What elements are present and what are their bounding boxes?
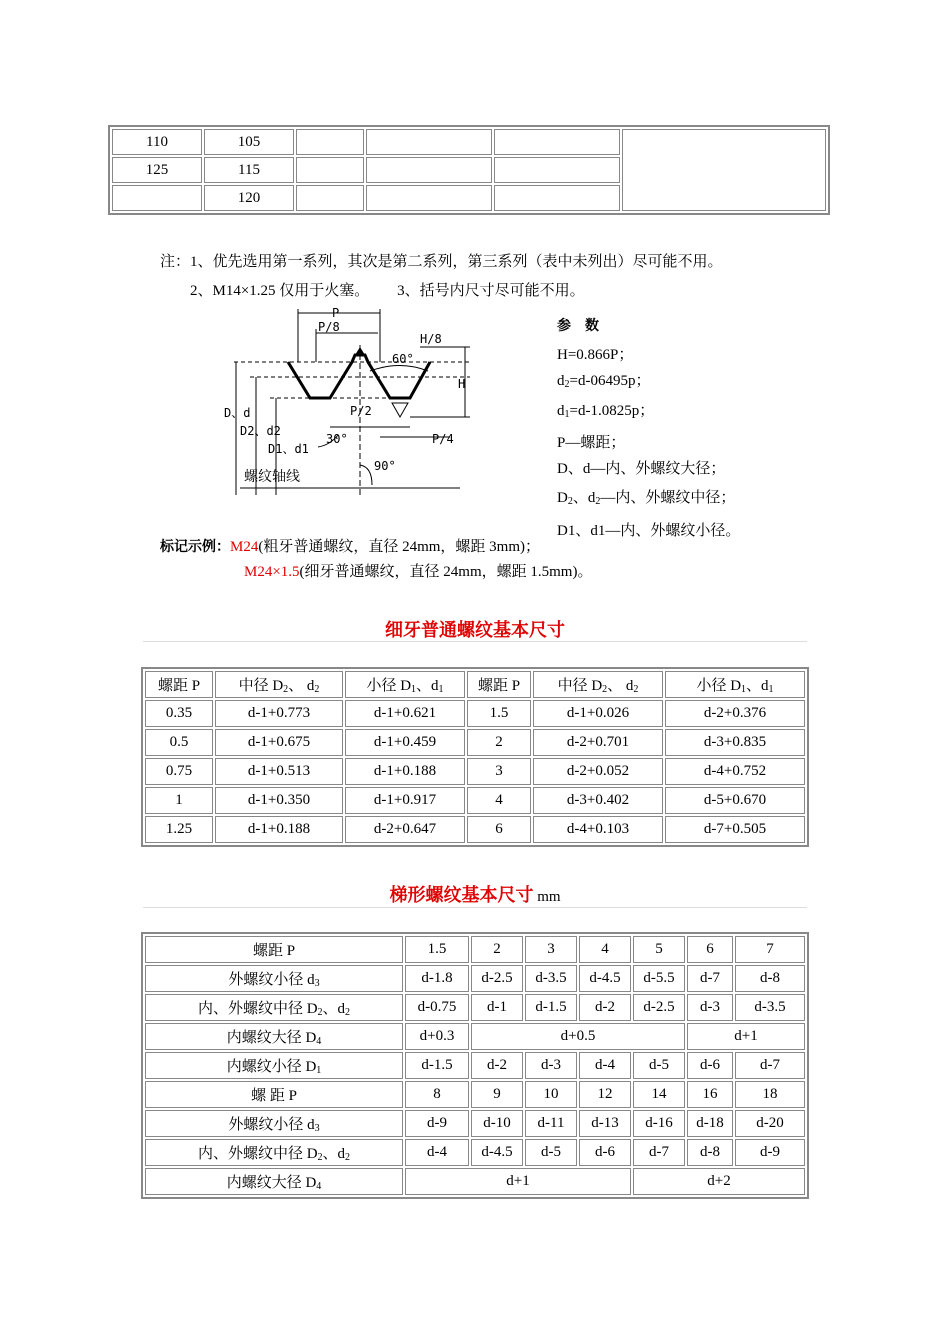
divider	[143, 907, 807, 908]
param-D: D、d—内、外螺纹大径；	[557, 461, 726, 477]
table-cell: d-3+0.402	[533, 787, 663, 814]
table-cell: d-1+0.917	[345, 787, 465, 814]
row-label: 内、外螺纹中径 $D_2$、$d_2$	[145, 1139, 403, 1166]
table-cell: d-5	[633, 1052, 685, 1079]
header-cell: 螺距 P	[467, 671, 531, 698]
table-cell: 2	[467, 729, 531, 756]
example-code-1: M24	[230, 539, 259, 555]
param-h: H=0.866P；	[557, 347, 634, 363]
table-cell: d-8	[687, 1139, 733, 1166]
header-cell: 螺距 P	[145, 671, 213, 698]
table-cell: d-9	[405, 1110, 469, 1137]
header-cell: 小径 $D_1$、$d_1$	[345, 671, 465, 698]
trap-thread-title: 梯形螺纹基本尺寸 mm	[389, 885, 561, 906]
table-cell: d-4	[579, 1052, 631, 1079]
table-cell: 1.25	[145, 816, 213, 843]
table-cell: d+0.5	[471, 1023, 685, 1050]
table-cell: d-2+0.701	[533, 729, 663, 756]
table-row	[145, 758, 805, 785]
note-3: 3、括号内尺寸尽可能不用。	[397, 283, 585, 299]
table-row	[145, 1023, 805, 1050]
table-cell	[494, 129, 620, 155]
label-P8: P/8	[318, 320, 340, 334]
label-P4: P/4	[432, 432, 454, 446]
example-line-2	[244, 560, 592, 581]
table-cell: d-7	[633, 1139, 685, 1166]
table-cell: 6	[687, 936, 733, 963]
table-cell: d-3+0.835	[665, 729, 805, 756]
table-cell: 3	[525, 936, 577, 963]
trap-thread-table	[141, 932, 809, 1199]
table-cell: d-1+0.621	[345, 700, 465, 727]
table-cell: d-20	[735, 1110, 805, 1137]
table-cell: d-9	[735, 1139, 805, 1166]
table-cell: d-3	[687, 994, 733, 1021]
table-row	[145, 1168, 805, 1195]
table-cell: d-4.5	[471, 1139, 523, 1166]
table-cell	[494, 185, 620, 211]
table-row	[145, 965, 805, 992]
table-cell: 120	[204, 185, 294, 211]
param-D2: $D_2$、$d_2—$内、外螺纹中径；	[557, 490, 736, 507]
example-desc-1: (粗牙普通螺纹，直径 24mm，螺距 3mm)；	[258, 539, 541, 555]
table-cell: d-1+0.675	[215, 729, 343, 756]
table-cell: 0.75	[145, 758, 213, 785]
table-cell: d+1	[687, 1023, 805, 1050]
example-code-2: M24×1.5	[244, 564, 300, 580]
table-cell: d-4+0.103	[533, 816, 663, 843]
table-cell: d-4	[405, 1139, 469, 1166]
table-cell: d-1+0.026	[533, 700, 663, 727]
table-cell: d-1+0.188	[345, 758, 465, 785]
param-d1: $d_1=d-1.0825p$；	[557, 403, 655, 420]
divider	[143, 641, 807, 642]
table-row	[145, 1052, 805, 1079]
table-cell: d-11	[525, 1110, 577, 1137]
table-cell: d-1+0.188	[215, 816, 343, 843]
label-P2: P/2	[350, 404, 372, 418]
table-cell: d-3.5	[525, 965, 577, 992]
thread-profile-diagram	[220, 305, 490, 500]
table-cell: 125	[112, 157, 202, 183]
row-label: 外螺纹小径 $d_3$	[145, 1110, 403, 1137]
row-label: 螺 距 P	[145, 1081, 403, 1108]
table-cell: 10	[525, 1081, 577, 1108]
table-cell: 2	[471, 936, 523, 963]
table-cell: d-2	[471, 1052, 523, 1079]
table-row	[145, 936, 805, 963]
table-row	[145, 1110, 805, 1137]
row-label: 内螺纹小径 $D_1$	[145, 1052, 403, 1079]
label-H8: H/8	[420, 332, 442, 346]
table-cell: d-1.5	[525, 994, 577, 1021]
table-cell: d-18	[687, 1110, 733, 1137]
table-cell: 4	[467, 787, 531, 814]
row-label: 螺距 P	[145, 936, 403, 963]
table-cell: d-13	[579, 1110, 631, 1137]
table-cell: d-3	[525, 1052, 577, 1079]
table-cell	[296, 157, 364, 183]
table-cell: d-2+0.052	[533, 758, 663, 785]
example-label: 标记示例：	[160, 539, 230, 555]
table-cell	[366, 129, 492, 155]
note-line-2	[190, 279, 585, 300]
table-cell: d-5+0.670	[665, 787, 805, 814]
table-cell: d-16	[633, 1110, 685, 1137]
table-cell	[622, 129, 826, 211]
table-cell	[366, 185, 492, 211]
param-p: P—螺距；	[557, 435, 626, 451]
table-cell: d+2	[633, 1168, 805, 1195]
fine-thread-table	[141, 667, 809, 847]
table-cell: 1	[145, 787, 213, 814]
table-cell: 16	[687, 1081, 733, 1108]
row-label: 外螺纹小径 $d_3$	[145, 965, 403, 992]
table-cell: 105	[204, 129, 294, 155]
table-row	[145, 787, 805, 814]
table-row	[145, 1139, 805, 1166]
table-cell: d-1+0.773	[215, 700, 343, 727]
table-cell: d-6	[579, 1139, 631, 1166]
table-cell	[494, 157, 620, 183]
table-cell: d+0.3	[405, 1023, 469, 1050]
label-90: 90°	[374, 459, 396, 473]
label-30: 30°	[326, 432, 348, 446]
table-cell	[296, 185, 364, 211]
table-cell: 14	[633, 1081, 685, 1108]
table-cell: 18	[735, 1081, 805, 1108]
table-cell	[112, 185, 202, 211]
label-D1d1: D1、d1	[268, 442, 309, 456]
table-cell: 4	[579, 936, 631, 963]
table-cell	[366, 157, 492, 183]
table-cell: d-1+0.459	[345, 729, 465, 756]
table-cell: d-0.75	[405, 994, 469, 1021]
table-cell: 12	[579, 1081, 631, 1108]
table-cell: 7	[735, 936, 805, 963]
table-cell: 5	[633, 936, 685, 963]
table-cell: d-2+0.647	[345, 816, 465, 843]
table-row	[145, 1081, 805, 1108]
table-cell: d-1+0.513	[215, 758, 343, 785]
params-title: 参 数	[557, 318, 599, 334]
row-label: 内、外螺纹中径 $D_2$、$d_2$	[145, 994, 403, 1021]
table-cell: d-2.5	[633, 994, 685, 1021]
table-cell: d-10	[471, 1110, 523, 1137]
label-D2d2: D2、d2	[240, 424, 281, 438]
table-cell: d-8	[735, 965, 805, 992]
table-cell: d-7+0.505	[665, 816, 805, 843]
table-cell: d-5.5	[633, 965, 685, 992]
table-cell: 6	[467, 816, 531, 843]
table-row	[145, 994, 805, 1021]
table-cell: d-1	[471, 994, 523, 1021]
table-cell: d-7	[735, 1052, 805, 1079]
row-label: 内螺纹大径 $D_4$	[145, 1168, 403, 1195]
fine-thread-title: 细牙普通螺纹基本尺寸	[385, 620, 565, 641]
table-cell: d-3.5	[735, 994, 805, 1021]
label-P: P	[332, 306, 340, 320]
table-cell: d-1.8	[405, 965, 469, 992]
table-cell: d+1	[405, 1168, 631, 1195]
table-cell: d-2+0.376	[665, 700, 805, 727]
example-line-1	[160, 535, 540, 556]
trap-unit: mm	[537, 889, 561, 905]
top-table	[108, 125, 830, 215]
label-60: 60°	[392, 352, 414, 366]
table-row	[145, 816, 805, 843]
table-cell: d-1.5	[405, 1052, 469, 1079]
table-cell: d-2.5	[471, 965, 523, 992]
table-row	[145, 700, 805, 727]
table-cell: d-1+0.350	[215, 787, 343, 814]
table-cell	[296, 129, 364, 155]
table-cell: 3	[467, 758, 531, 785]
table-cell: d-7	[687, 965, 733, 992]
label-Dd: D、d	[224, 406, 251, 420]
table-cell: d-6	[687, 1052, 733, 1079]
table-cell: 0.5	[145, 729, 213, 756]
table-cell: d-5	[525, 1139, 577, 1166]
label-H: H	[458, 377, 466, 391]
params-block	[557, 313, 740, 544]
header-cell: 小径 $D_1$、$d_1$	[665, 671, 805, 698]
param-d2: $d_2=d-06495p$；	[557, 373, 651, 390]
table-cell: 0.35	[145, 700, 213, 727]
header-cell: 中径 $D_2$、 $d_2$	[215, 671, 343, 698]
table-cell: 110	[112, 129, 202, 155]
note-line-1: 注：1、优先选用第一系列，其次是第二系列，第三系列（表中未列出）尽可能不用。	[160, 254, 723, 270]
table-cell: 8	[405, 1081, 469, 1108]
label-axis: 螺纹轴线	[244, 469, 300, 485]
note-2: 2、M14×1.25 仅用于火塞。	[190, 283, 370, 299]
table-cell: d-2	[579, 994, 631, 1021]
param-D1: D1、d1—内、外螺纹小径。	[557, 523, 741, 539]
table-cell: 115	[204, 157, 294, 183]
row-label: 内螺纹大径 $D_4$	[145, 1023, 403, 1050]
table-cell: d-4.5	[579, 965, 631, 992]
table-row	[145, 729, 805, 756]
table-cell: 1.5	[467, 700, 531, 727]
table-cell: 9	[471, 1081, 523, 1108]
example-desc-2: (细牙普通螺纹，直径 24mm，螺距 1.5mm)。	[299, 564, 593, 580]
header-cell: 中径 $D_2$、 $d_2$	[533, 671, 663, 698]
table-cell: d-4+0.752	[665, 758, 805, 785]
table-cell: 1.5	[405, 936, 469, 963]
